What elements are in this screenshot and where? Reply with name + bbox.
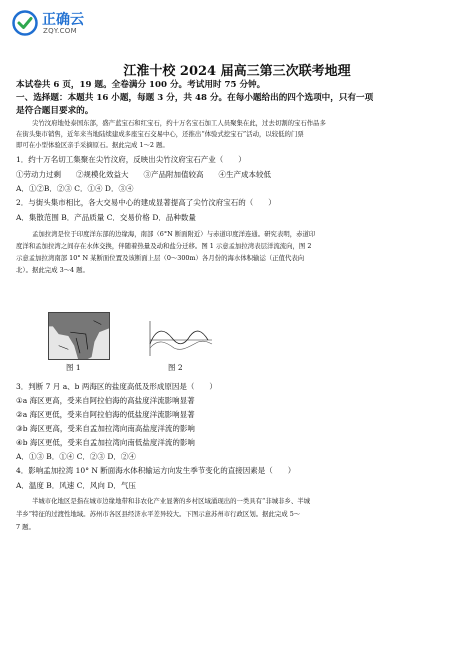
figure-2-transport-curve [146, 318, 214, 358]
text-line: 1．约十万名切工集聚在尖竹汶府，反映出尖竹汶府宝石产业（ ） [16, 155, 246, 164]
text-line: 北）。据此完成 3～4 题。 [16, 266, 89, 274]
text-line: 半乡”特征的过渡性地域。苏州市各区县经济水平差异较大。下图示意苏州市行政区划。据此完成 5～ [16, 510, 301, 518]
text-line: 一、选择题：本题共 16 小题，每题 3 分，共 48 分。在每小题给出的四个选项中，只有一项 [16, 93, 374, 103]
text-line: 度洋和孟加拉湾之间存在水体交换，伴随着热量及动和盐分迁移。图 1 示意孟加拉湾表层洋流流向，图 2 [16, 242, 312, 250]
logo-name: 正确云 [42, 12, 84, 28]
figure-1-bay-of-bengal-map [48, 312, 110, 360]
text-line: 2．与街头集市相比，各大交易中心的建成显著提高了尖竹汶府宝石的（ ） [16, 198, 276, 207]
text-line: A．①②B．②③ C．①④ D．③④ [16, 184, 134, 193]
text-line: ④b 海区更低，受来自孟加拉湾向南低盐度洋流的影响 [16, 438, 195, 447]
page-title: 江淮十校 2024 届高三第三次联考地理 [123, 64, 351, 79]
text-line: 是符合题目要求的。 [16, 106, 94, 116]
text-line: 本试卷共 6 页，19 题。全卷满分 100 分。考试用时 75 分钟。 [16, 80, 266, 90]
text-line: 示意孟加拉湾南部 10° N 某断面位置及该断面上层（0～300m）各月份的海水体积输运（正值代表向 [16, 254, 305, 262]
text-line: ③b 海区更高，受来自孟加拉湾向南高盐度洋流的影响 [16, 424, 195, 433]
logo [12, 9, 122, 39]
text-line: ①劳动力过剩 ②规模化效益大 ③产品附加值较高 ④生产成本较低 [16, 170, 271, 179]
text-line: ②a 海区更低，受来自阿拉伯海的低盐度洋流影响显著 [16, 410, 195, 419]
text-line: 7 题。 [16, 523, 35, 531]
text-line: 4．影响孟加拉湾 10° N 断面海水体积输运方向发生季节变化的直接因素是（ ） [16, 466, 296, 475]
text-line: 即可在小型体验区亲手采摘原石。据此完成 1～2 题。 [16, 141, 169, 149]
figure-2-caption: 图 2 [168, 363, 183, 372]
text-line: 孟加拉湾是位于印度洋东部的边缘海，南部（6°N 断面附近）与赤道印度洋连通。研究表明，赤道印 [32, 230, 316, 238]
text-line: 在街头集市销售，近年来当地陆续建成多座宝石交易中心，还推出“体验式挖宝石”活动，以较低的门票 [16, 130, 304, 138]
text-line: A．集散范围 B．产品质量 C．交易价格 D．品种数量 [16, 213, 196, 222]
figure-1-caption: 图 1 [66, 363, 81, 372]
text-line: ①a 海区更高，受来自阿拉伯海的高盐度洋流影响显著 [16, 396, 195, 405]
text-line: 半城市化地区是指在城市边缘地带和非农化产业显著的乡村区域涌现出的一类具有“非城非乡、半城 [32, 497, 311, 505]
logo-icon [12, 10, 38, 36]
text-line: 3．判断 7 月 a、b 两海区的盐度高低及形成原因是（ ） [16, 382, 217, 391]
text-line: A．温度 B．风速 C．风向 D．气压 [16, 481, 136, 490]
logo-domain: ZQY.COM [43, 27, 77, 35]
text-line: A．①③ B．①④ C．②③ D．②④ [16, 452, 136, 461]
text-line: 尖竹汶府地处泰国东部，盛产蓝宝石和红宝石，约十万名宝石加工人员聚集在此，过去切割的宝石作品多 [32, 119, 326, 127]
